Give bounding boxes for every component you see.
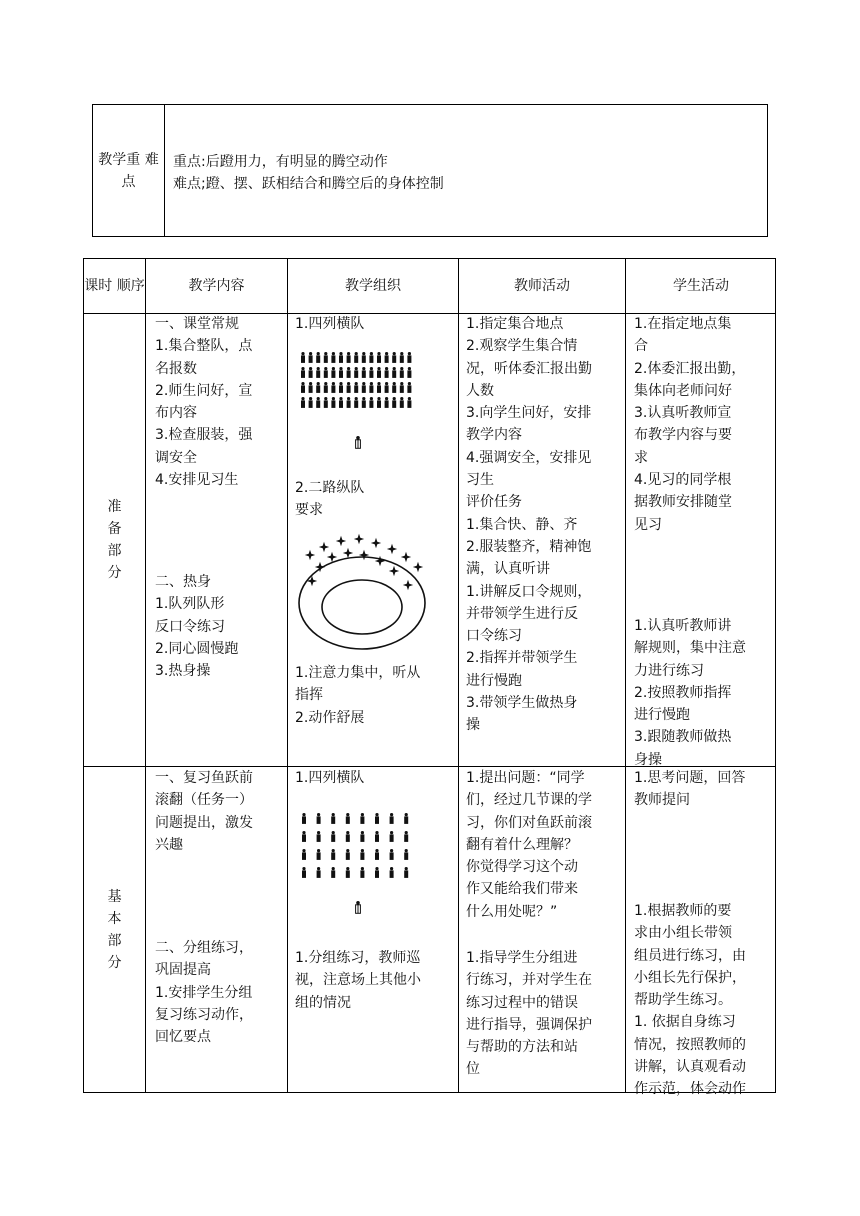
- student-figure: [301, 352, 305, 363]
- student-figure: [375, 849, 379, 860]
- student-figure: [392, 367, 396, 378]
- student-figure: [375, 831, 379, 842]
- header-lesson-order: 课时 顺序: [84, 277, 145, 294]
- student-figure: [331, 849, 335, 860]
- basic-student-practice: 1.根据教师的要 求由小组长带领 组员进行练习，由 小组长先行保护， 帮助学生练习。 1. 依据自身练习 情况，按照教师的 讲解，认真观看动 作示范，体会动作: [634, 903, 746, 1098]
- student-figure: [377, 382, 381, 393]
- prep-org-column: 2.二路纵队 要求: [295, 480, 365, 519]
- student-figure: [302, 867, 306, 878]
- student-figure: [309, 367, 313, 378]
- runner-star-icon: [387, 544, 397, 554]
- student-figure: [404, 813, 408, 824]
- basic-student-answer: 1.思考问题，回答 教师提问: [634, 770, 746, 809]
- basic-teacher-guidance: 1.指导学生分组进 行练习，并对学生在 练习过程中的错误 进行指导，强调保护 与帮助的方法和站 位: [466, 950, 592, 1078]
- student-figure: [362, 352, 366, 363]
- student-figure: [385, 397, 389, 408]
- prep-student-activity-warmup: 1.认真听教师讲 解规则，集中注意 力进行练习 2.按照教师指挥 进行慢跑 3.跟随教师做热 身操: [634, 618, 746, 768]
- student-figure: [302, 831, 306, 842]
- runner-star-icon: [354, 534, 364, 544]
- student-figure: [309, 397, 313, 408]
- header-student-activity: 学生活动: [673, 277, 729, 294]
- student-figure: [390, 867, 394, 878]
- student-figure: [390, 831, 394, 842]
- student-figure: [377, 397, 381, 408]
- student-figure: [324, 397, 328, 408]
- student-figure: [360, 849, 364, 860]
- student-figure: [354, 397, 358, 408]
- runner-star-icon: [389, 566, 399, 576]
- student-figure: [392, 352, 396, 363]
- student-figure: [390, 849, 394, 860]
- header-teaching-organization: 教学组织: [345, 277, 401, 294]
- student-figure: [362, 382, 366, 393]
- student-figure: [400, 352, 404, 363]
- formation-four-ranks-figure-2: [299, 813, 419, 923]
- prep-content-routine: 一、课堂常规 1.集合整队，点 名报数 2.师生问好，宣 布内容 3.检查服装，强 调安全 4.安排见习生: [155, 316, 253, 489]
- basic-teacher-question: 1.提出问题：“同学 们，经过几节课的学 习，你们对鱼跃前滚 翻有着什么理解？ 你觉得学习这个动 作又能给我们带来 什么用处呢？”: [466, 770, 592, 920]
- student-figure: [407, 352, 411, 363]
- student-figure: [339, 382, 343, 393]
- student-figure: [377, 367, 381, 378]
- formation-four-ranks-figure: [299, 352, 419, 457]
- student-figure: [392, 397, 396, 408]
- student-figure: [369, 352, 373, 363]
- key-points-label: 教学重 难点: [93, 105, 165, 236]
- key-points-table: [92, 104, 768, 237]
- student-figure: [317, 867, 321, 878]
- prep-org-requirements: 1.注意力集中，听从 指挥 2.动作舒展: [295, 665, 421, 726]
- prep-org-formation: 1.四列横队: [295, 316, 365, 332]
- student-figure: [407, 397, 411, 408]
- student-figure: [400, 367, 404, 378]
- col-divider: [625, 259, 626, 1092]
- prep-student-activity-routine: 1.在指定地点集 合 2.体委汇报出勤， 集体向老师问好 3.认真听教师宣 布教学内容与要 求 4.见习的同学根 据教师安排随堂 见习: [634, 316, 746, 533]
- student-figure: [400, 382, 404, 393]
- basic-org-formation: 1.四列横队: [295, 770, 365, 786]
- runner-star-icon: [343, 548, 353, 558]
- student-figure: [317, 849, 321, 860]
- basic-org-group-practice: 1.分组练习，教师巡 视，注意场上其他小 组的情况: [295, 950, 421, 1011]
- basic-content-group-practice: 二、分组练习， 巩固提高 1.安排学生分组 复习练习动作， 回忆要点: [155, 940, 253, 1046]
- student-figure: [317, 831, 321, 842]
- student-figure: [369, 397, 373, 408]
- student-figure: [302, 849, 306, 860]
- student-figure: [407, 382, 411, 393]
- student-figure: [331, 831, 335, 842]
- runner-star-icon: [401, 552, 411, 562]
- student-figure: [354, 367, 358, 378]
- student-figure: [385, 352, 389, 363]
- student-figure: [377, 352, 381, 363]
- student-figure: [369, 367, 373, 378]
- runner-star-icon: [305, 550, 315, 560]
- student-figure: [331, 352, 335, 363]
- concentric-circle-jog-figure: [296, 531, 428, 643]
- student-figure: [404, 867, 408, 878]
- header-teaching-content: 教学内容: [188, 277, 245, 294]
- student-figure: [309, 382, 313, 393]
- student-figure: [301, 367, 305, 378]
- student-figure: [400, 397, 404, 408]
- runner-star-icon: [371, 538, 381, 548]
- student-figure: [375, 867, 379, 878]
- student-figure: [316, 367, 320, 378]
- student-figure: [316, 397, 320, 408]
- student-figure: [316, 352, 320, 363]
- student-figure: [301, 397, 305, 408]
- student-figure: [362, 397, 366, 408]
- student-figure: [346, 849, 350, 860]
- student-figure: [385, 367, 389, 378]
- student-figure: [331, 867, 335, 878]
- student-figure: [360, 831, 364, 842]
- student-figure: [360, 867, 364, 878]
- student-figure: [347, 382, 351, 393]
- student-figure: [309, 352, 313, 363]
- col-divider: [287, 259, 288, 1092]
- col-divider: [145, 259, 146, 1092]
- runner-star-icon: [413, 562, 423, 572]
- prep-content-warmup: 二、热身 1.队列队形 反口令练习 2.同心圆慢跑 3.热身操: [155, 574, 239, 680]
- student-figure: [339, 367, 343, 378]
- student-figure: [346, 831, 350, 842]
- key-points-text: 重点:后蹬用力，有明显的腾空动作 难点;蹬、摆、跃相结合和腾空后的身体控制: [173, 154, 444, 192]
- student-figure: [362, 367, 366, 378]
- student-figure: [390, 813, 394, 824]
- student-figure: [331, 382, 335, 393]
- student-figure: [301, 382, 305, 393]
- student-figure: [339, 352, 343, 363]
- student-figure: [339, 397, 343, 408]
- student-figure: [354, 352, 358, 363]
- student-figure: [347, 367, 351, 378]
- student-figure: [346, 813, 350, 824]
- section-basic: 基 本 部 分: [107, 889, 122, 971]
- student-figure: [407, 367, 411, 378]
- student-figure: [375, 813, 379, 824]
- student-figure: [331, 397, 335, 408]
- lesson-table: [83, 258, 776, 1098]
- student-figure: [317, 813, 321, 824]
- student-figure: [385, 382, 389, 393]
- prep-teacher-activity: 1.指定集合地点 2.观察学生集合情 况，听体委汇报出勤 人数 3.向学生问好，安排 教学内容 4.强调安全，安排见 习生 评价任务 1.集合快、静、齐 2.服装整齐，精神饱 满，认真听讲 1.讲解反口令规则， 并带领学生进行反 口令练习 2.指挥并带领学生 进行慢跑 3.带领学生做热身 操: [466, 316, 592, 734]
- col-divider: [458, 259, 459, 1092]
- runner-star-icon: [307, 576, 317, 586]
- student-figure: [346, 867, 350, 878]
- student-figure: [331, 367, 335, 378]
- student-figure: [324, 382, 328, 393]
- student-figure: [331, 813, 335, 824]
- student-figure: [404, 849, 408, 860]
- student-figure: [354, 382, 358, 393]
- runner-star-icon: [359, 550, 369, 560]
- runner-star-icon: [403, 580, 413, 590]
- basic-content-review: 一、复习鱼跃前 滚翻（任务一） 问题提出，激发 兴趣: [155, 770, 253, 853]
- runner-star-icon: [336, 536, 346, 546]
- student-figure: [369, 382, 373, 393]
- student-figure: [324, 367, 328, 378]
- header-teacher-activity: 教师活动: [514, 277, 570, 294]
- student-figure: [316, 382, 320, 393]
- student-figure: [347, 352, 351, 363]
- student-figure: [404, 831, 408, 842]
- student-figure: [392, 382, 396, 393]
- student-figure: [302, 813, 306, 824]
- student-figure: [347, 397, 351, 408]
- runner-star-icon: [319, 542, 329, 552]
- student-figure: [324, 352, 328, 363]
- section-preparation: 准 备 部 分: [107, 499, 122, 581]
- student-figure: [360, 813, 364, 824]
